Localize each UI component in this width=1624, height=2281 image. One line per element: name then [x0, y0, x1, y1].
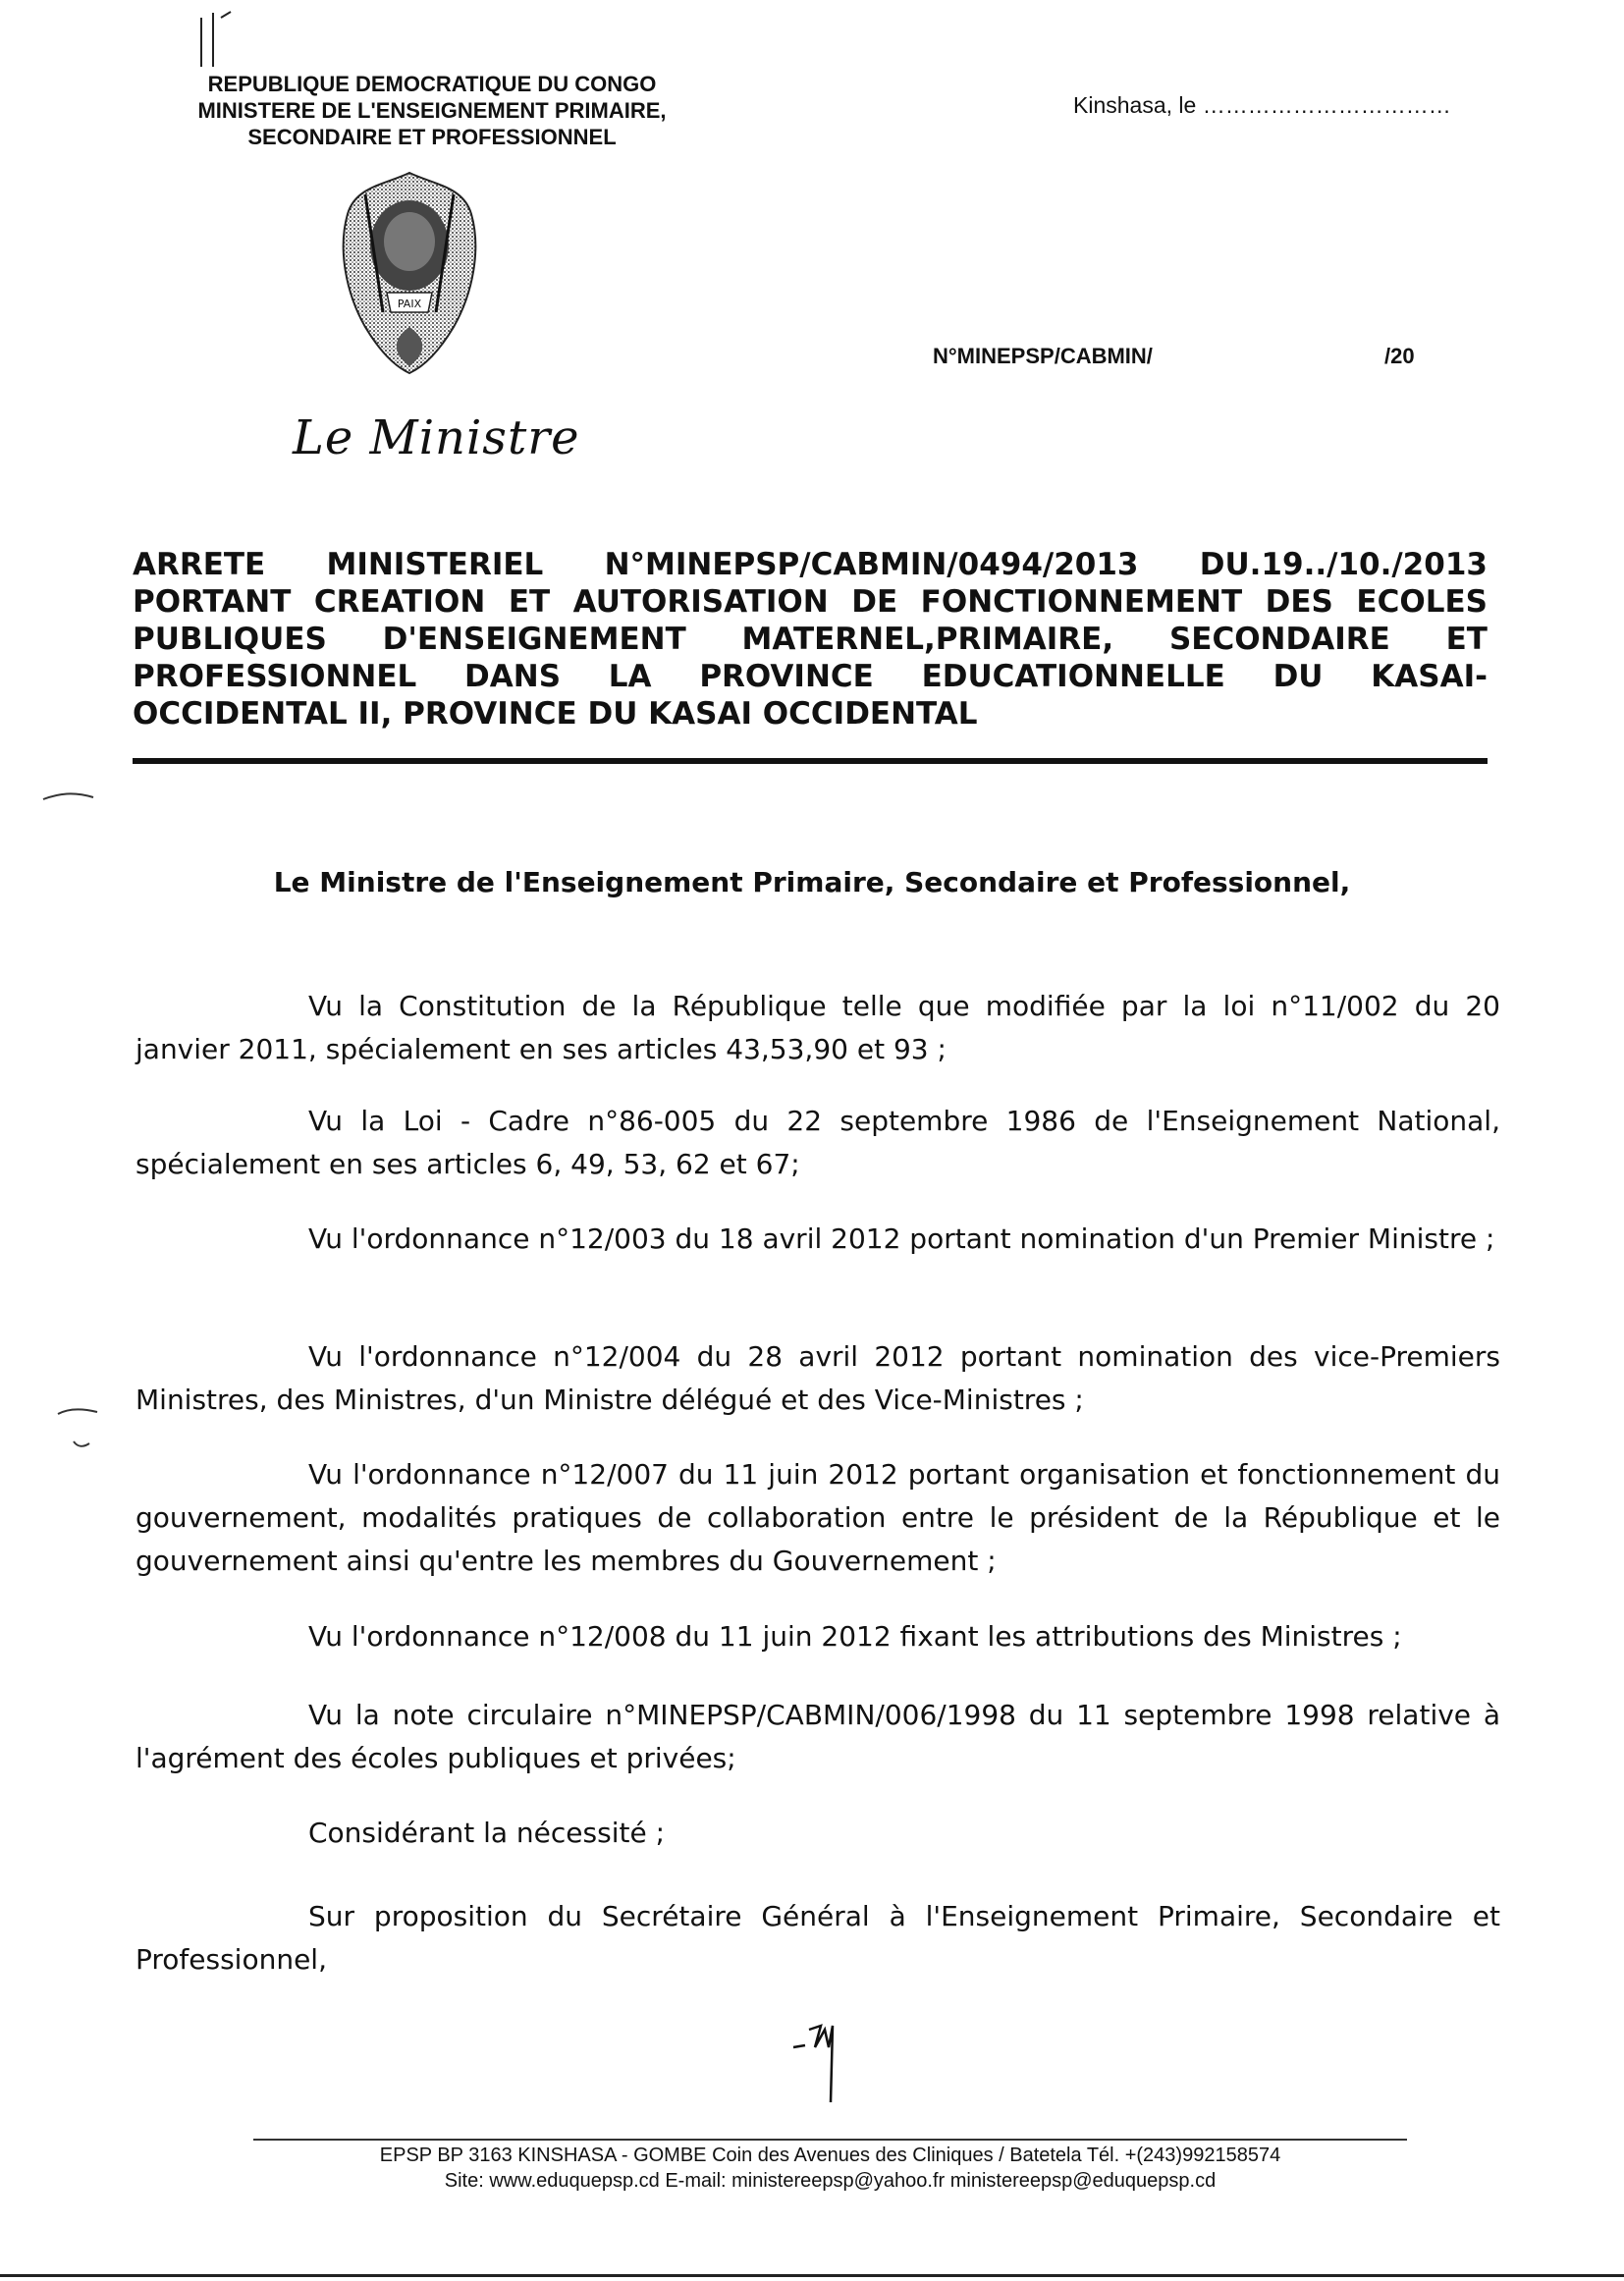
considerant-paragraph: Vu l'ordonnance n°12/003 du 18 avril 2012 portant nomination d'un Premier Ministre ;: [308, 1222, 1495, 1255]
considerant-paragraph: Vu l'ordonnance n°12/007 du 11 juin 2012 portant organisation et fonctionnement du gouvernement, modalités pratiques de collaboration entre le président de la République et le gouvernement ainsi qu'entre les membres du Gouvernement ;: [135, 1458, 1500, 1577]
decree-title-line-2: [133, 583, 1488, 621]
title-word: FONCTIONNEMENT: [920, 584, 1243, 620]
title-word: ARRETE: [133, 547, 266, 582]
title-word: LA: [608, 659, 652, 694]
title-word: DES: [1265, 584, 1333, 620]
title-divider: [133, 758, 1488, 764]
minister-title-script: Le Ministre: [293, 410, 580, 465]
scan-artifact-mark: [39, 786, 98, 805]
decree-title: [133, 546, 1488, 733]
title-word: ECOLES: [1356, 584, 1488, 620]
document-reference: N°MINEPSP/CABMIN/: [933, 344, 1153, 368]
considerant-paragraph: Vu l'ordonnance n°12/008 du 11 juin 2012 fixant les attributions des Ministres ;: [308, 1620, 1402, 1653]
scan-artifact-mark: [191, 8, 250, 77]
letterhead-ministry: MINISTERE DE L'ENSEIGNEMENT PRIMAIRE,: [197, 98, 667, 123]
considerant-paragraph: Vu la Loi - Cadre n°86-005 du 22 septembre 1986 de l'Enseignement National, spécialement en ses articles 6, 49, 53, 62 et 67;: [135, 1105, 1500, 1180]
title-word: MINISTERIEL: [326, 547, 544, 582]
considerant-paragraph: Vu la note circulaire n°MINEPSP/CABMIN/006/1998 du 11 septembre 1998 relative à l'agrément des écoles publiques et privées;: [135, 1699, 1500, 1774]
footer-contacts: Site: www.eduquepsp.cd E-mail: ministereepsp@yahoo.fr ministereepsp@eduquepsp.cd: [444, 2170, 1217, 2192]
considerant-paragraph: Considérant la nécessité ;: [308, 1817, 666, 1849]
title-word: CREATION: [313, 584, 486, 620]
title-word: EDUCATIONNELLE: [921, 659, 1225, 694]
footer-address: EPSP BP 3163 KINSHASA - GOMBE Coin des Avenues des Cliniques / Batetela Tél. +(243)992158574: [379, 2145, 1281, 2166]
scan-artifact-mark: [54, 1404, 103, 1453]
page-initial-mark: [785, 2018, 854, 2106]
coat-of-arms-emblem: [326, 165, 493, 381]
page-bottom-edge: [0, 2274, 1624, 2277]
title-word: ET: [508, 584, 551, 620]
letterhead: [157, 71, 707, 150]
title-word: N°MINEPSP/CABMIN/0494/2013: [604, 547, 1139, 582]
letterhead-country: REPUBLIQUE DEMOCRATIQUE DU CONGO: [207, 72, 657, 96]
title-word: DU: [1272, 659, 1324, 694]
title-word: OCCIDENTAL II, PROVINCE DU KASAI OCCIDENTAL: [133, 696, 978, 732]
decree-title-line-3: [133, 621, 1488, 658]
title-word: ET: [1445, 622, 1488, 657]
title-word: AUTORISATION: [572, 584, 829, 620]
title-word: PUBLIQUES: [133, 622, 327, 657]
title-word: DANS: [464, 659, 562, 694]
considerant-paragraph: Vu l'ordonnance n°12/004 du 28 avril 2012 portant nomination des vice-Premiers Ministres, des Ministres, d'un Ministre délégué et des Vice-Ministres ;: [135, 1340, 1500, 1416]
minister-heading: Le Ministre de l'Enseignement Primaire, Secondaire et Professionnel,: [273, 866, 1351, 898]
decree-title-line-1: [133, 546, 1488, 583]
title-word: MATERNEL,PRIMAIRE,: [741, 622, 1114, 657]
footer-divider: [253, 2139, 1407, 2141]
document-reference-year: /20: [1384, 344, 1415, 368]
title-word: PORTANT: [133, 584, 292, 620]
letterhead-ministry-cont: SECONDAIRE ET PROFESSIONNEL: [247, 125, 617, 149]
title-word: D'ENSEIGNEMENT: [382, 622, 686, 657]
considerant-paragraph: Sur proposition du Secrétaire Général à l'Enseignement Primaire, Secondaire et Professionnel,: [135, 1900, 1500, 1976]
title-word: DU.19../10./2013: [1199, 547, 1488, 582]
emblem-motto: PAIX: [397, 298, 422, 310]
decree-title-line-5: [133, 695, 1488, 733]
title-word: DE: [851, 584, 898, 620]
considerant-paragraph: Vu la Constitution de la République telle que modifiée par la loi n°11/002 du 20 janvier 2011, spécialement en ses articles 43,53,90 et 93 ;: [135, 990, 1500, 1065]
place-date: Kinshasa, le ……………………………: [1073, 92, 1451, 118]
title-word: SECONDAIRE: [1168, 622, 1390, 657]
decree-title-line-4: [133, 658, 1488, 695]
title-word: KASAI-: [1371, 659, 1488, 694]
title-word: PROVINCE: [699, 659, 874, 694]
title-word: PROFESSIONNEL: [133, 659, 417, 694]
